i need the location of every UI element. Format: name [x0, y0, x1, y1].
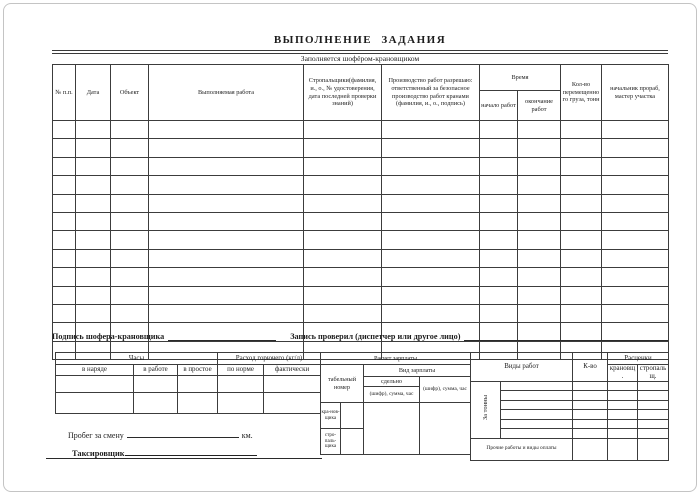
blank-cell: [501, 410, 573, 420]
driver-signature-line: [168, 331, 276, 341]
table-row: [471, 410, 669, 420]
mileage-row: [68, 429, 253, 440]
blank-cell: [304, 176, 382, 194]
salary-title: Расчет зарплаты: [321, 353, 471, 365]
table-row: [53, 157, 669, 175]
blank-cell: [561, 194, 602, 212]
blank-cell: [304, 121, 382, 139]
blank-cell: [561, 176, 602, 194]
blank-cell: [382, 286, 480, 304]
table-row: [53, 249, 669, 267]
rater-line: [125, 447, 257, 456]
blank-cell: [561, 304, 602, 322]
blank-cell: [602, 268, 669, 286]
blank-cell: [56, 393, 134, 414]
blank-cell: [53, 176, 76, 194]
blank-cell: [149, 139, 304, 157]
blank-cell: [608, 400, 638, 410]
blank-cell: [53, 304, 76, 322]
blank-cell: [76, 231, 111, 249]
blank-cell: [602, 249, 669, 267]
page-title: ВЫПОЛНЕНИЕ ЗАДАНИЯ: [273, 34, 447, 46]
blank-cell: [341, 403, 364, 429]
blank-cell: [304, 139, 382, 157]
blank-cell: [518, 304, 561, 322]
col-header-time-end: окончание работ: [518, 91, 561, 121]
table-row: [471, 381, 669, 391]
blank-cell: [304, 231, 382, 249]
hours-idle-header: в простое: [178, 365, 218, 376]
col-header-cargo: Кол-во перемещенного груза, тонн: [561, 65, 602, 121]
blank-cell: [608, 391, 638, 401]
hours-fuel-table: [55, 352, 321, 414]
blank-cell: [304, 194, 382, 212]
fuel-header: Расход горючего (кг/л): [218, 353, 321, 365]
blank-cell: [178, 393, 218, 414]
blank-cell: [364, 403, 420, 455]
blank-cell: [304, 286, 382, 304]
blank-cell: [264, 393, 321, 414]
blank-cell: [501, 429, 573, 439]
blank-cell: [420, 403, 471, 455]
table-row: [471, 400, 669, 410]
blank-cell: [561, 139, 602, 157]
blank-cell: [149, 268, 304, 286]
blank-cell: [134, 393, 178, 414]
signature-row: [52, 331, 668, 341]
blank-cell: [53, 212, 76, 230]
blank-cell: [53, 194, 76, 212]
col-header-permission: Производство работ разрешаю: ответственный за безопасное производство работ кранами (фамилия, и., о., подпись): [382, 65, 480, 121]
blank-cell: [602, 176, 669, 194]
rates-table: [470, 352, 669, 461]
blank-cell: [638, 391, 669, 401]
blank-cell: [501, 400, 573, 410]
blank-cell: [602, 194, 669, 212]
hours-header: Часы: [56, 353, 218, 365]
blank-cell: [382, 304, 480, 322]
blank-cell: [602, 139, 669, 157]
blank-cell: [111, 286, 149, 304]
blank-cell: [602, 212, 669, 230]
blank-cell: [480, 139, 518, 157]
blank-cell: [573, 410, 608, 420]
blank-cell: [561, 212, 602, 230]
blank-cell: [638, 400, 669, 410]
blank-cell: [111, 268, 149, 286]
blank-cell: [149, 286, 304, 304]
blank-cell: [149, 249, 304, 267]
rates-header: Расценки: [608, 353, 669, 365]
main-table-body: [53, 121, 669, 360]
table-row: [53, 212, 669, 230]
col-header-num: № п.п.: [53, 65, 76, 121]
blank-cell: [53, 249, 76, 267]
fuel-by-norm-header: по норме: [218, 365, 264, 376]
blank-cell: [602, 304, 669, 322]
qty-header: К-во: [573, 353, 608, 382]
blank-cell: [608, 410, 638, 420]
blank-cell: [518, 212, 561, 230]
mileage-line: [127, 429, 239, 438]
blank-cell: [480, 176, 518, 194]
col-header-object: Объект: [111, 65, 149, 121]
blank-cell: [382, 212, 480, 230]
blank-cell: [561, 249, 602, 267]
blank-cell: [382, 176, 480, 194]
blank-cell: [218, 393, 264, 414]
blank-cell: [602, 121, 669, 139]
blank-cell: [304, 249, 382, 267]
blank-cell: [561, 286, 602, 304]
piecework-header: сдельно: [364, 377, 420, 387]
cipher-right-header: (шифр), сумма, час: [420, 377, 471, 403]
blank-cell: [518, 139, 561, 157]
blank-cell: [304, 212, 382, 230]
blank-cell: [638, 438, 669, 460]
mileage-label: Пробег за смену: [68, 431, 124, 440]
blank-cell: [382, 121, 480, 139]
col-header-slingers: Стропальщики(фамилия, и., о., № удостоверения, дата последней проверки знаний): [304, 65, 382, 121]
blank-cell: [149, 304, 304, 322]
blank-cell: [573, 391, 608, 401]
blank-cell: [602, 231, 669, 249]
blank-cell: [561, 121, 602, 139]
blank-cell: [111, 139, 149, 157]
blank-cell: [480, 231, 518, 249]
blank-cell: [573, 438, 608, 460]
blank-cell: [149, 176, 304, 194]
blank-cell: [608, 429, 638, 439]
hours-working-header: в работе: [134, 365, 178, 376]
blank-cell: [638, 419, 669, 429]
rater-row: [72, 447, 257, 458]
blank-cell: [501, 381, 573, 391]
blank-cell: [382, 231, 480, 249]
blank-cell: [573, 429, 608, 439]
blank-cell: [518, 194, 561, 212]
table-row: [53, 194, 669, 212]
col-header-work: Выполняемая работа: [149, 65, 304, 121]
col-header-time-start: начало работ: [480, 91, 518, 121]
blank-cell: [76, 212, 111, 230]
blank-cell: [561, 157, 602, 175]
blank-cell: [480, 268, 518, 286]
blank-cell: [518, 121, 561, 139]
blank-cell: [518, 231, 561, 249]
rates-other-row: [471, 438, 669, 460]
salary-type-header: Вид зарплаты: [364, 365, 471, 377]
crane-operator-label: кра-нов-щика: [321, 403, 341, 429]
blank-cell: [501, 391, 573, 401]
col-header-time: Время: [480, 65, 561, 91]
blank-cell: [56, 376, 134, 393]
record-checked-line: [464, 331, 668, 341]
blank-cell: [602, 286, 669, 304]
blank-cell: [76, 286, 111, 304]
blank-cell: [561, 268, 602, 286]
blank-cell: [76, 194, 111, 212]
per-tonnes-label: За тонны: [482, 394, 489, 420]
table-row: [53, 268, 669, 286]
blank-cell: [573, 400, 608, 410]
blank-cell: [382, 268, 480, 286]
blank-cell: [382, 249, 480, 267]
blank-cell: [76, 249, 111, 267]
blank-cell: [608, 419, 638, 429]
blank-cell: [111, 176, 149, 194]
blank-cell: [480, 212, 518, 230]
blank-cell: [638, 381, 669, 391]
blank-cell: [518, 249, 561, 267]
blank-cell: [111, 157, 149, 175]
hours-on-duty-header: в наряде: [56, 365, 134, 376]
table-row: [53, 176, 669, 194]
table-row: [471, 391, 669, 401]
table-row: [53, 286, 669, 304]
personnel-number-header: табельный номер: [321, 365, 364, 403]
blank-cell: [76, 176, 111, 194]
blank-cell: [111, 121, 149, 139]
record-checked-label: Запись проверил (диспетчер или другое лицо): [290, 332, 461, 341]
salary-table: [320, 352, 471, 455]
blank-cell: [304, 157, 382, 175]
driver-signature-label: Подпись шофера-крановщика: [52, 332, 165, 341]
blank-cell: [111, 212, 149, 230]
blank-cell: [111, 231, 149, 249]
blank-cell: [76, 304, 111, 322]
crane-rate-header: крановщ.: [608, 365, 638, 382]
table-row: [471, 419, 669, 429]
col-header-date: Дата: [76, 65, 111, 121]
col-header-chief: начальник прораб, мастер участка: [602, 65, 669, 121]
blank-cell: [382, 139, 480, 157]
slinger-rate-header: стропальщ.: [638, 365, 669, 382]
blank-cell: [638, 429, 669, 439]
blank-cell: [608, 381, 638, 391]
bottom-divider: [46, 458, 322, 459]
blank-cell: [480, 121, 518, 139]
blank-cell: [573, 419, 608, 429]
blank-cell: [518, 176, 561, 194]
blank-cell: [518, 157, 561, 175]
blank-cell: [518, 286, 561, 304]
rater-label: Таксировщик: [72, 449, 125, 458]
blank-cell: [53, 268, 76, 286]
other-works-label: Прочие работы и виды оплаты: [471, 438, 573, 460]
blank-cell: [76, 139, 111, 157]
cipher-left-header: (шифр), сумма, час: [364, 387, 420, 403]
blank-cell: [149, 157, 304, 175]
blank-cell: [76, 121, 111, 139]
blank-cell: [53, 157, 76, 175]
km-label: км.: [241, 431, 253, 440]
blank-cell: [53, 286, 76, 304]
blank-cell: [53, 231, 76, 249]
blank-cell: [518, 268, 561, 286]
blank-cell: [111, 304, 149, 322]
blank-cell: [480, 194, 518, 212]
blank-cell: [149, 212, 304, 230]
form-caption: Заполняется шофёром-крановщиком: [300, 53, 420, 63]
blank-cell: [608, 438, 638, 460]
table-row: [53, 304, 669, 322]
blank-cell: [638, 410, 669, 420]
blank-cell: [382, 194, 480, 212]
blank-cell: [501, 419, 573, 429]
slinger-label: стро-паль-щика: [321, 429, 341, 455]
per-tonnes-cell: [471, 381, 501, 438]
blank-cell: [149, 194, 304, 212]
blank-cell: [111, 194, 149, 212]
blank-cell: [304, 268, 382, 286]
blank-cell: [341, 429, 364, 455]
blank-cell: [480, 304, 518, 322]
blank-cell: [53, 121, 76, 139]
table-row: [321, 403, 471, 429]
blank-cell: [76, 268, 111, 286]
blank-cell: [480, 286, 518, 304]
work-types-header: Виды работ: [471, 353, 573, 382]
blank-cell: [561, 231, 602, 249]
blank-cell: [480, 157, 518, 175]
blank-cell: [573, 381, 608, 391]
table-row: [56, 376, 321, 393]
blank-cell: [76, 157, 111, 175]
blank-cell: [149, 121, 304, 139]
blank-cell: [382, 157, 480, 175]
blank-cell: [149, 231, 304, 249]
blank-cell: [134, 376, 178, 393]
blank-cell: [111, 249, 149, 267]
rates-table-body: [471, 381, 669, 460]
table-row: [56, 393, 321, 414]
blank-cell: [602, 157, 669, 175]
table-row: [53, 139, 669, 157]
blank-cell: [53, 139, 76, 157]
table-row: [53, 231, 669, 249]
table-row: [53, 121, 669, 139]
table-row: [471, 429, 669, 439]
main-table: [52, 64, 669, 360]
blank-cell: [304, 304, 382, 322]
blank-cell: [264, 376, 321, 393]
blank-cell: [178, 376, 218, 393]
blank-cell: [218, 376, 264, 393]
fuel-actual-header: фактически: [264, 365, 321, 376]
blank-cell: [480, 249, 518, 267]
